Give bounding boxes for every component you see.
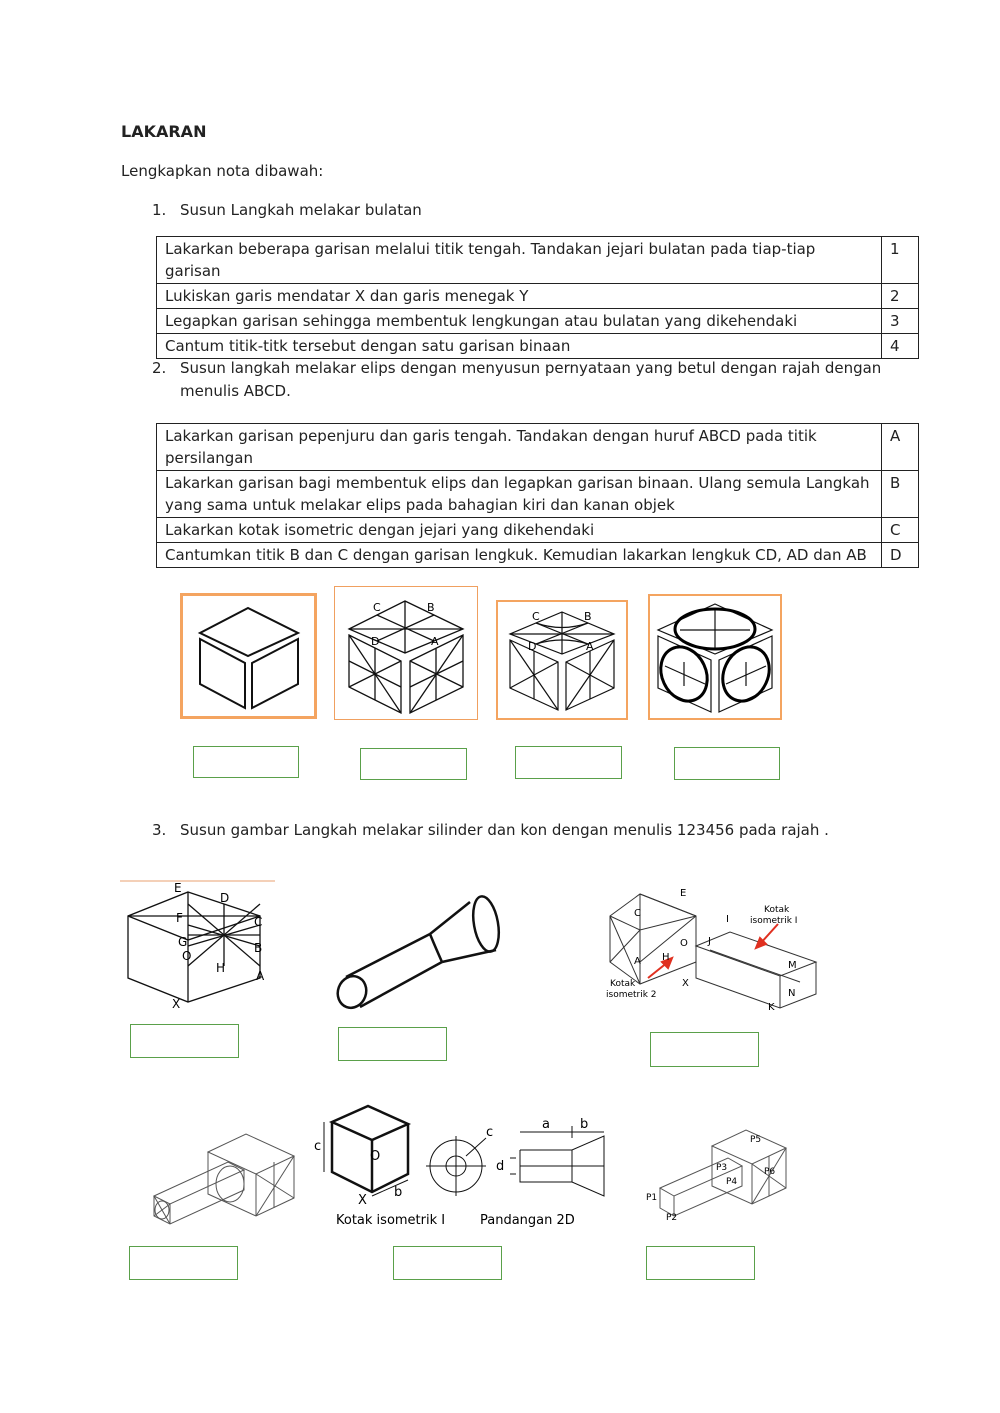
label-d: d — [496, 1159, 505, 1174]
label-o: O — [680, 938, 688, 949]
answer-box[interactable] — [515, 746, 622, 779]
label-o: O — [182, 949, 192, 963]
q1-row-text: Lukiskan garis mendatar X dan garis menegak Y — [157, 284, 882, 309]
isometric-box-diagonals-sketch — [335, 587, 477, 719]
question-1 — [152, 201, 422, 219]
ellipse-step-figure — [496, 600, 628, 720]
q1-row-text: Lakarkan beberapa garisan melalui titik tengah. Tandakan jejari bulatan pada tiap-tiap garisan — [157, 237, 882, 284]
cylinder-step-figure-labelled-box — [120, 880, 278, 1012]
q1-row-num: 2 — [882, 284, 919, 309]
label-c: C — [634, 908, 641, 919]
label-x: X — [358, 1193, 367, 1208]
label-d: D — [220, 891, 230, 905]
answer-box[interactable] — [674, 747, 780, 780]
answer-box[interactable] — [338, 1027, 447, 1061]
label-isometrik-1: isometrik I — [750, 916, 798, 926]
label-b: B — [254, 941, 263, 955]
label-kotak-1: Kotak — [764, 905, 790, 915]
label-f: F — [176, 911, 183, 925]
label-a: A — [256, 969, 265, 983]
q1-row-text: Cantum titik-titk tersebut dengan satu garisan binaan — [157, 334, 882, 359]
label-b: B — [427, 601, 435, 614]
answer-box[interactable] — [646, 1246, 755, 1280]
label-kotak-2: Kotak — [610, 979, 636, 989]
caption-kotak-isometrik: Kotak isometrik I — [336, 1213, 446, 1228]
label-g: G — [178, 935, 188, 949]
table-row — [157, 309, 919, 334]
page-title: LAKARAN — [121, 122, 207, 141]
table-row — [157, 424, 919, 471]
label-n: N — [788, 988, 796, 999]
label-a: A — [586, 640, 594, 653]
answer-box[interactable] — [129, 1246, 238, 1280]
label-a: A — [431, 635, 439, 648]
label-k: K — [768, 1002, 775, 1012]
question-3-number: 3. — [152, 821, 167, 839]
cylinder-step-figure-boxes-points — [642, 1128, 792, 1228]
question-1-number: 1. — [152, 201, 167, 219]
answer-box[interactable] — [650, 1032, 759, 1067]
label-e: E — [174, 881, 182, 895]
label-c: c — [314, 1139, 322, 1154]
label-p2: P2 — [666, 1213, 678, 1223]
q2-table — [156, 423, 919, 568]
answer-box[interactable] — [393, 1246, 502, 1280]
ellipse-step-figure — [334, 586, 478, 720]
table-row — [157, 518, 919, 543]
q1-table — [156, 236, 919, 359]
isometric-box-ellipses-sketch — [650, 596, 780, 718]
label-o: O — [370, 1149, 381, 1164]
cylinder-step-figure-box-and-2d-view — [310, 1100, 610, 1230]
label-p5: P5 — [750, 1135, 762, 1145]
q2-row-num: A — [882, 424, 919, 471]
label-j: J — [708, 936, 711, 947]
label-c2: c — [486, 1125, 494, 1140]
q1-row-num: 4 — [882, 334, 919, 359]
question-2-text-line1: Susun langkah melakar elips dengan menyusun pernyataan yang betul dengan rajah dengan — [180, 359, 882, 377]
label-c: C — [373, 601, 381, 614]
q2-row-num: D — [882, 543, 919, 568]
q2-row-text: Lakarkan garisan pepenjuru dan garis tengah. Tandakan dengan huruf ABCD pada titik persilangan — [157, 424, 882, 471]
question-3 — [152, 821, 829, 839]
ellipse-step-figure — [648, 594, 782, 720]
table-row — [157, 334, 919, 359]
label-b2: b — [580, 1117, 589, 1132]
q2-row-text: Cantumkan titik B dan C dengan garisan lengkuk. Kemudian lakarkan lengkuk CD, AD dan AB — [157, 543, 882, 568]
label-isometrik-2: isometrik 2 — [606, 990, 657, 1000]
label-x: X — [682, 978, 689, 989]
label-d: D — [371, 635, 380, 648]
question-3-text: Susun gambar Langkah melakar silinder dan kon dengan menulis 123456 pada rajah . — [180, 821, 829, 839]
intro-text: Lengkapkan nota dibawah: — [121, 162, 324, 180]
q2-row-text: Lakarkan kotak isometric dengan jejari yang dikehendaki — [157, 518, 882, 543]
label-c: C — [254, 915, 263, 929]
q2-row-text: Lakarkan garisan bagi membentuk elips dan legapkan garisan binaan. Ulang semula Langkah yang sama untuk melakar elips pada bahagian kiri dan kanan objek — [157, 471, 882, 518]
label-p4: P4 — [726, 1177, 738, 1187]
label-d: D — [528, 640, 537, 653]
answer-box[interactable] — [193, 746, 299, 778]
label-h: H — [662, 952, 670, 963]
q2-row-num: B — [882, 471, 919, 518]
label-i: I — [726, 914, 729, 925]
table-row — [157, 471, 919, 518]
ellipse-step-figure — [180, 593, 317, 719]
question-1-text: Susun Langkah melakar bulatan — [180, 201, 422, 219]
label-m: M — [788, 960, 797, 971]
label-a: A — [634, 956, 641, 967]
label-p6: P6 — [764, 1167, 776, 1177]
q1-row-text: Legapkan garisan sehingga membentuk lengkungan atau bulatan yang dikehendaki — [157, 309, 882, 334]
table-row — [157, 543, 919, 568]
isometric-box-arcs-sketch — [498, 602, 626, 718]
question-2-number: 2. — [152, 359, 167, 377]
label-a: a — [542, 1117, 550, 1132]
label-p1: P1 — [646, 1193, 658, 1203]
label-b: B — [584, 610, 592, 623]
label-e: E — [680, 888, 687, 899]
q2-row-num: C — [882, 518, 919, 543]
table-row — [157, 284, 919, 309]
question-2 — [152, 357, 881, 403]
label-p3: P3 — [716, 1163, 728, 1173]
cylinder-step-figure-boxes-ellipses — [118, 1132, 310, 1230]
label-b: b — [394, 1185, 403, 1200]
label-c: C — [532, 610, 540, 623]
q1-row-num: 3 — [882, 309, 919, 334]
isometric-box-sketch — [183, 596, 314, 716]
cylinder-step-figure-finished-shape — [330, 888, 510, 1012]
table-row — [157, 237, 919, 284]
label-x: X — [172, 997, 181, 1011]
caption-pandangan-2d: Pandangan 2D — [480, 1213, 575, 1228]
cylinder-step-figure-construction-mirrored — [600, 886, 832, 1012]
answer-box[interactable] — [130, 1024, 239, 1058]
question-2-text-line2: menulis ABCD. — [180, 382, 291, 400]
q1-row-num: 1 — [882, 237, 919, 284]
label-h: H — [216, 961, 226, 975]
answer-box[interactable] — [360, 748, 467, 780]
